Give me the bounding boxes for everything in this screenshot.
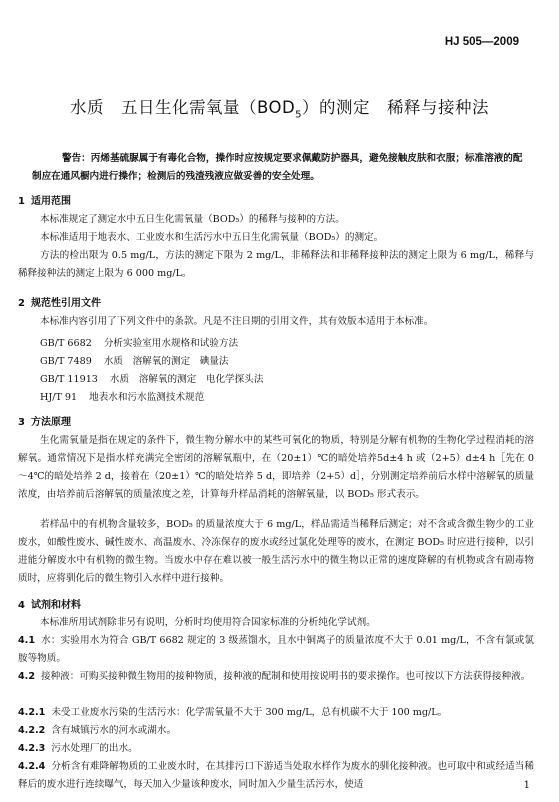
paragraph: 本标准适用于地表水、工业废水和生活污水中五日生化需氧量（BOD₅）的测定。: [40, 232, 384, 243]
reference-code: GB/T 7489: [40, 356, 92, 367]
clause-4-2: [18, 668, 534, 686]
clause-number: 4.2.4: [18, 761, 46, 772]
warning-paragraph: 警告：丙烯基硫脲属于有毒化合物，操作时应按规定要求佩戴防护器具，避免接触皮肤和衣服；标准溶液的配制应在通风橱内进行操作；检测后的残渣残液应做妥善的安全处理。: [32, 153, 523, 182]
section-title: 方法原理: [30, 417, 71, 428]
clause-4-2-4: [18, 758, 534, 790]
clause-text: 未受工业废水污染的生活污水：化学需氧量不大于 300 mg/L，总有机碳不大于 100 mg/L。: [51, 707, 448, 718]
paragraph: 生化需氧量是指在规定的条件下，微生物分解水中的某些可氧化的物质，特别是分解有机物的生物化学过程消耗的溶解氧。通常情况下是指水样充满完全密闭的溶解氧瓶中，在（20±1）℃的暗处培养5d±4 h 或（2+5）d±4 h［先在 0～4℃的暗处培养 2 d，接着在（20±1）℃的暗处培养 5 d，即培养（2+5）d］，分别测定培养前后水样中溶解氧的质量浓度，由培养前后溶解氧的质量浓度之差，计算每升样品消耗的溶解氧量，以 BOD₅ 形式表示。: [18, 435, 534, 500]
clause-text: 分析含有难降解物质的工业废水时，在其排污口下游适当处取水样作为废水的驯化接种液。也可取中和或经适当稀释后的废水进行连续曝气，每天加入少量该种废水，同时加入少量生活污水，使适: [18, 761, 534, 790]
clause-4-1: [18, 632, 534, 668]
section-1-heading: [18, 192, 71, 207]
reference-name: 水质 溶解氧的测定 碘量法: [103, 356, 229, 367]
paragraph: 本标准规定了测定水中五日生化需氧量（BOD₅）的稀释与接种的方法。: [40, 214, 345, 225]
clause-4-2-2: [18, 722, 534, 740]
section-4-heading: [18, 596, 81, 611]
clause-text: 水：实验用水为符合 GB/T 6682 规定的 3 级蒸馏水，且水中铜离子的质量浓度不大于 0.01 mg/L，不含有氯或氯胺等物质。: [18, 635, 534, 664]
clause-number: 4.2.3: [18, 743, 46, 754]
reference-code: GB/T 11913: [40, 374, 98, 385]
clause-number: 4.2.2: [18, 725, 46, 736]
clause-4-2-3: [18, 740, 534, 758]
page-number: 1: [523, 780, 530, 791]
paragraph: 若样品中的有机物含量较多，BOD₅ 的质量浓度大于 6 mg/L，样品需适当稀释后测定；对不含或含微生物少的工业废水，如酸性废水、碱性废水、高温废水、冷冻保存的废水或经过氯化处理等的废水，在测定 BOD₅ 时应进行接种，以引进能分解废水中有机物的微生物。当废水中存在难以被一般生活污水中的微生物以正常的速度降解的有机物或含有剧毒物质时，应将驯化后的微生物引入水样中进行接种。: [18, 519, 534, 584]
paragraph: 本标准内容引用了下列文件中的条款。凡是不注日期的引用文件，其有效版本适用于本标准。: [40, 316, 434, 327]
section-number: 2: [18, 298, 25, 309]
section-number: 1: [18, 196, 25, 207]
section-title: 试剂和材料: [30, 600, 81, 611]
reference-name: 水质 溶解氧的测定 电化学探头法: [109, 374, 264, 385]
clause-text: 接种液：可购买接种微生物用的接种物质，接种液的配制和使用按说明书的要求操作。也可按以下方法获得接种液。: [41, 671, 531, 682]
reference-name: 地表水和污水监测技术规范: [89, 392, 205, 403]
clause-number: 4.2: [18, 671, 35, 682]
section-number: 4: [18, 600, 25, 611]
reference-item: [40, 371, 263, 385]
title-subscript: 5: [295, 109, 303, 121]
section-2-heading: [18, 294, 101, 309]
section-title: 规范性引用文件: [30, 298, 101, 309]
clause-4-2-1: [18, 704, 534, 722]
paragraph: 本标准所用试剂除非另有说明，分析时均使用符合国家标准的分析纯化学试剂。: [40, 617, 376, 628]
reference-item: [40, 353, 229, 367]
reference-item: [40, 335, 238, 349]
paragraph: 方法的检出限为 0.5 mg/L，方法的测定下限为 2 mg/L，非稀释法和非稀释接种法的测定上限为 6 mg/L，稀释与稀释接种法的测定上限为 6 000 mg/L。: [18, 250, 534, 279]
reference-code: HJ/T 91: [40, 392, 78, 403]
clause-number: 4.1: [18, 635, 35, 646]
title-part-1: 水质 五日生化需氧量（BOD: [69, 98, 296, 117]
section-number: 3: [18, 417, 25, 428]
reference-item: [40, 389, 204, 403]
clause-text: 含有城镇污水的河水或湖水。: [51, 725, 177, 736]
section-title: 适用范围: [30, 196, 71, 207]
title-part-2: ）的测定 稀释与接种法: [302, 98, 490, 117]
standard-code: HJ 505—2009: [444, 36, 519, 48]
document-title: [0, 94, 559, 120]
clause-number: 4.2.1: [18, 707, 46, 718]
clause-text: 污水处理厂的出水。: [51, 743, 138, 754]
reference-code: GB/T 6682: [40, 338, 92, 349]
section-3-heading: [18, 413, 71, 428]
reference-name: 分析实验室用水规格和试验方法: [103, 338, 239, 349]
